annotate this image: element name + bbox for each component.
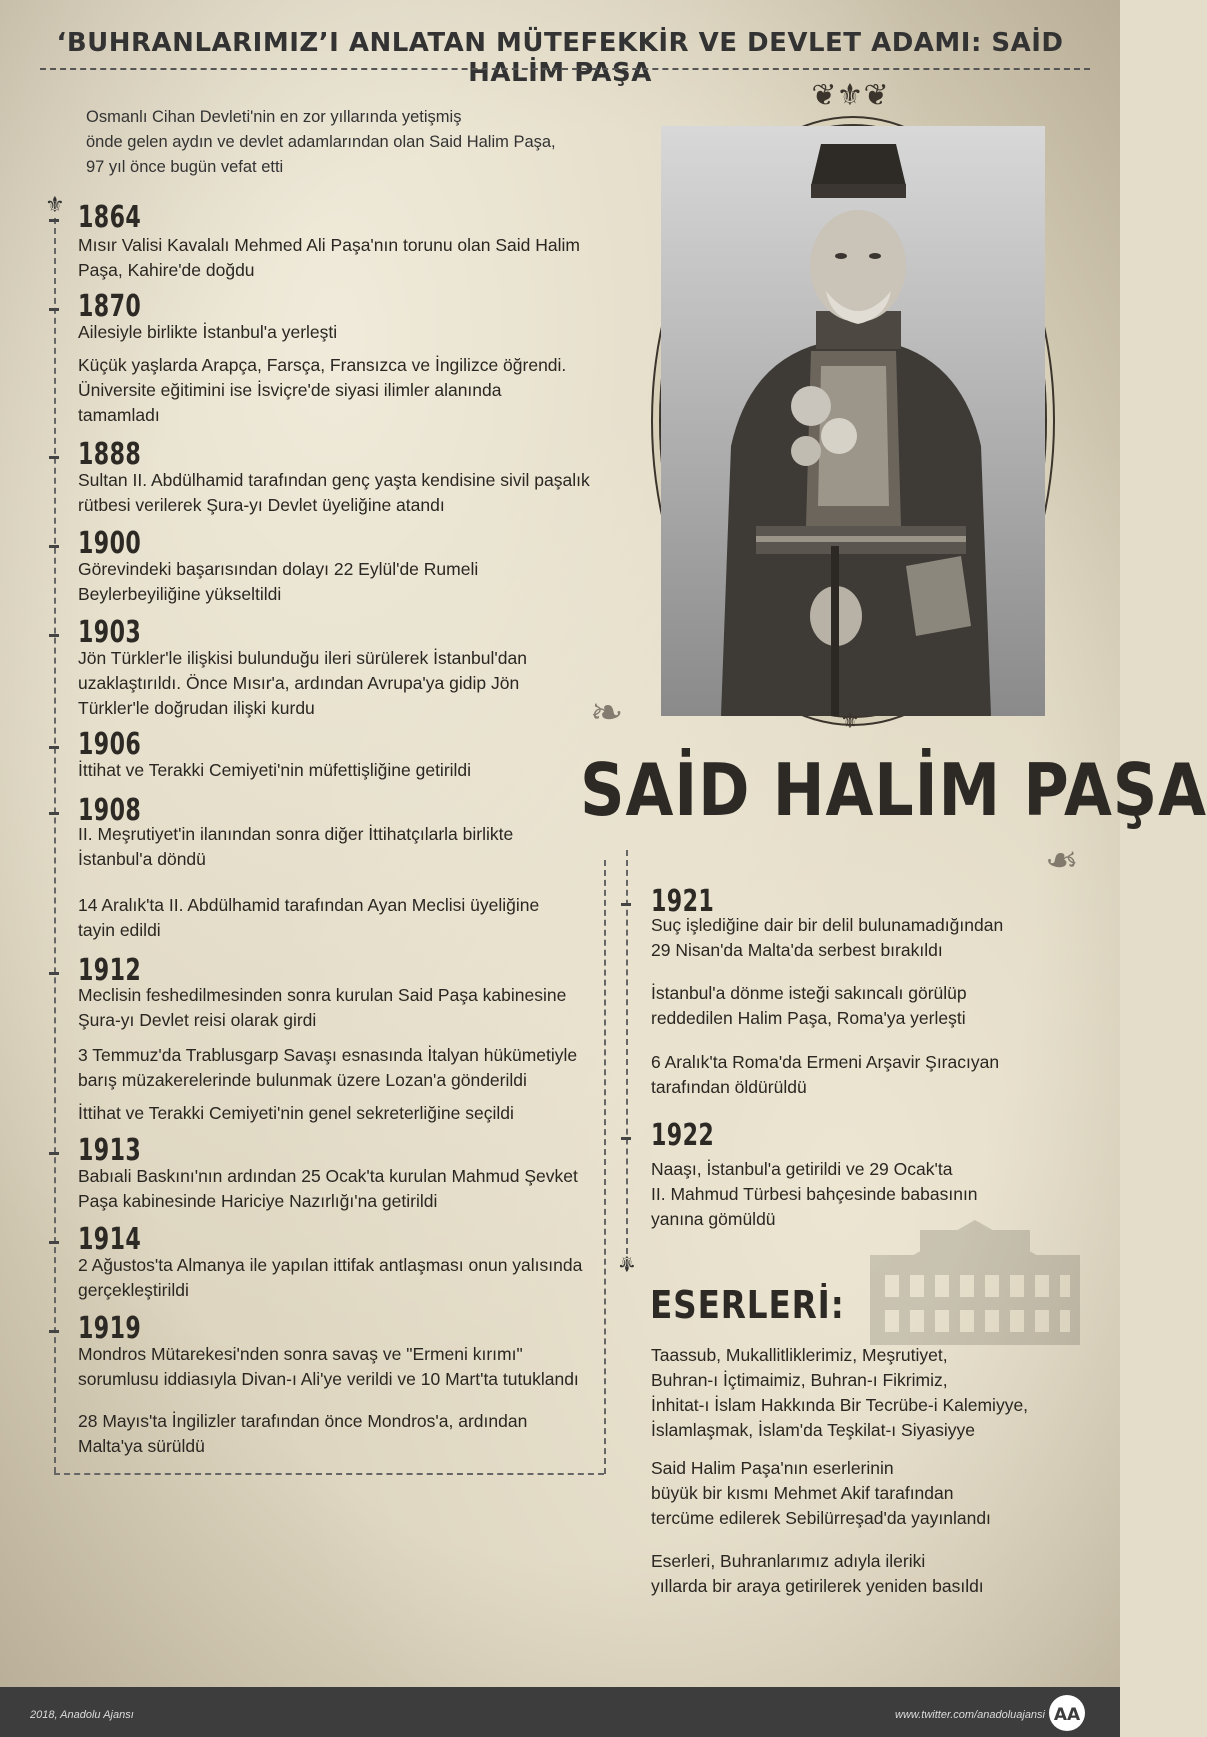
timeline-entry-text: Görevindeki başarısından dolayı 22 Eylül'de Rumeli Beylerbeyiliğine yükseltildi <box>78 559 479 604</box>
timeline-year: 1921 <box>651 884 715 919</box>
timeline-entry-text: 28 Mayıs'ta İngilizler tarafından önce Mondros'a, ardından Malta'ya sürüldü <box>78 1411 528 1456</box>
timeline-year: 1864 <box>78 200 142 235</box>
timeline-tick <box>49 972 59 975</box>
timeline-tick <box>49 219 59 222</box>
fleur-de-lis-bottom-icon: ⚜ <box>617 1251 637 1276</box>
intro-text: Osmanlı Cihan Devleti'nin en zor yıllarında yetişmiş önde gelen aydın ve devlet adamlarından olan Said Halim Paşa, 97 yıl önce bugün vefat etti <box>86 108 556 176</box>
right-timeline-line <box>626 850 628 1254</box>
timeline-year: 1906 <box>78 727 142 762</box>
scroll-ornament-left: ❧ <box>590 691 624 735</box>
timeline-tick <box>621 903 631 906</box>
svg-text:AA: AA <box>1053 1705 1081 1725</box>
timeline-entry-text: Meclisin feshedilmesinden sonra kurulan Said Paşa kabinesine Şura-yı Devlet reisi olarak girdi <box>78 985 567 1030</box>
left-timeline-line <box>54 218 56 1473</box>
works-paragraph: Taassub, Mukallitliklerimiz, Meşrutiyet, Buhran-ı İçtimaimiz, Buhran-ı Fikrimiz, İnhitat-ı İslam Hakkında Bir Tecrübe-i Kalemiyye, İslamlaşmak, İslam'da Teşkilat-ı Siyasiyye <box>651 1345 1029 1440</box>
footer-twitter-link[interactable]: www.twitter.com/anadoluajansi <box>895 1709 1045 1721</box>
timeline-entry-text: İttihat ve Terakki Cemiyeti'nin genel sekreterliğine seçildi <box>78 1103 514 1123</box>
timeline-entry-text: Mısır Valisi Kavalalı Mehmed Ali Paşa'nın torunu olan Said Halim Paşa, Kahire'de doğdu <box>78 235 580 280</box>
timeline-year: 1912 <box>78 953 142 988</box>
timeline-entry-text: Küçük yaşlarda Arapça, Farsça, Fransızca ve İngilizce öğrendi. Üniversite eğitimini ise İsviçre'de siyasi ilimler alanında tamamladı <box>78 355 567 425</box>
timeline-year: 1922 <box>651 1118 715 1153</box>
timeline-tick <box>49 1330 59 1333</box>
works-paragraph: Eserleri, Buhranlarımız adıyla ileriki yıllarda bir araya getirilerek yeniden basıldı <box>651 1551 984 1596</box>
timeline-year: 1900 <box>78 526 142 561</box>
works-title: ESERLERİ: <box>650 1283 845 1327</box>
timeline-year: 1913 <box>78 1133 142 1168</box>
timeline-entry-text: Sultan II. Abdülhamid tarafından genç yaşta kendisine sivil paşalık rütbesi verilerek Şura-yı Devlet üyeliğine atandı <box>78 470 590 515</box>
timeline-tick <box>49 545 59 548</box>
timeline-entry-text: 14 Aralık'ta II. Abdülhamid tarafından Ayan Meclisi üyeliğine tayin edildi <box>78 895 540 940</box>
portrait-photo <box>659 124 1047 718</box>
timeline-entry-text: 2 Ağustos'ta Almanya ile yapılan ittifak antlaşması onun yalısında gerçekleştirildi <box>78 1255 583 1300</box>
left-timeline-bottom-line <box>54 1473 604 1475</box>
timeline-entry-text: İttihat ve Terakki Cemiyeti'nin müfettişliğine getirildi <box>78 760 472 780</box>
timeline-tick <box>49 812 59 815</box>
timeline-entry-text: 3 Temmuz'da Trablusgarp Savaşı esnasında İtalyan hükümetiyle barış müzakerelerinde bulunmak üzere Lozan'a gönderildi <box>78 1045 578 1090</box>
timeline-entry-text: Mondros Mütarekesi'nden sonra savaş ve "Ermeni kırımı" sorumlusu iddiasıyla Divan-ı Ali'ye verildi ve 10 Mart'ta tutuklandı <box>78 1344 579 1389</box>
fleur-de-lis-icon: ⚜ <box>45 192 65 217</box>
timeline-year: 1903 <box>78 615 142 650</box>
anadolu-agency-logo <box>1046 1694 1088 1732</box>
scroll-ornament-right: ❧ <box>1045 839 1079 883</box>
timeline-entry-text: Ailesiyle birlikte İstanbul'a yerleşti <box>78 322 338 342</box>
building-illustration <box>860 1215 1090 1345</box>
timeline-tick <box>621 1137 631 1140</box>
timeline-tick <box>49 1241 59 1244</box>
timeline-entry-text: Jön Türkler'le ilişkisi bulunduğu ileri sürülerek İstanbul'dan uzaklaştırıldı. Önce Mısır'a, ardından Avrupa'ya gidip Jön Türkler'le doğrudan ilişki kurdu <box>78 648 527 718</box>
timeline-tick <box>49 1152 59 1155</box>
ornament-bottom: ⚜ <box>840 708 860 733</box>
timeline-year: 1870 <box>78 289 142 324</box>
timeline-tick <box>49 634 59 637</box>
timeline-year: 1919 <box>78 1311 142 1346</box>
headline-divider <box>40 68 1090 70</box>
timeline-tick <box>49 308 59 311</box>
footer-credit: 2018, Anadolu Ajansı <box>30 1709 134 1721</box>
timeline-year: 1908 <box>78 793 142 828</box>
timeline-entry-text: Suç işlediğine dair bir delil bulunamadığından 29 Nisan'da Malta'da serbest bırakıldı <box>651 915 1004 960</box>
timeline-entry-text: İstanbul'a dönme isteği sakıncalı görülüp reddedilen Halim Paşa, Roma'ya yerleşti <box>651 983 967 1028</box>
name-title: SAİD HALİM PAŞA <box>580 748 1207 832</box>
timeline-year: 1888 <box>78 437 142 472</box>
timeline-year: 1914 <box>78 1222 142 1257</box>
timeline-entry-text: Naaşı, İstanbul'a getirildi ve 29 Ocak'ta II. Mahmud Türbesi bahçesinde babasının yanına gömüldü <box>651 1159 978 1229</box>
timeline-entry-text: II. Meşrutiyet'in ilanından sonra diğer İttihatçılarla birlikte İstanbul'a döndü <box>78 824 514 869</box>
portrait-figure <box>661 126 1045 716</box>
timeline-entry-text: Babıali Baskını'nın ardından 25 Ocak'ta kurulan Mahmud Şevket Paşa kabinesinde Hariciye Nazırlığı'na getirildi <box>78 1166 578 1211</box>
timeline-tick <box>49 456 59 459</box>
ornament-top: ❦⚜❦ <box>811 79 889 112</box>
page-headline: ‘BUHRANLARIMIZ’I ANLATAN MÜTEFEKKİR VE DEVLET ADAMI: SAİD HALİM PAŞA <box>56 28 1064 88</box>
timeline-entry-text: 6 Aralık'ta Roma'da Ermeni Arşavir Şıracıyan tarafından öldürüldü <box>651 1052 1000 1097</box>
works-paragraph: Said Halim Paşa'nın eserlerinin büyük bir kısmı Mehmet Akif tarafından tercüme edilerek Sebilürreşad'da yayınlandı <box>651 1458 991 1528</box>
timeline-tick <box>49 746 59 749</box>
